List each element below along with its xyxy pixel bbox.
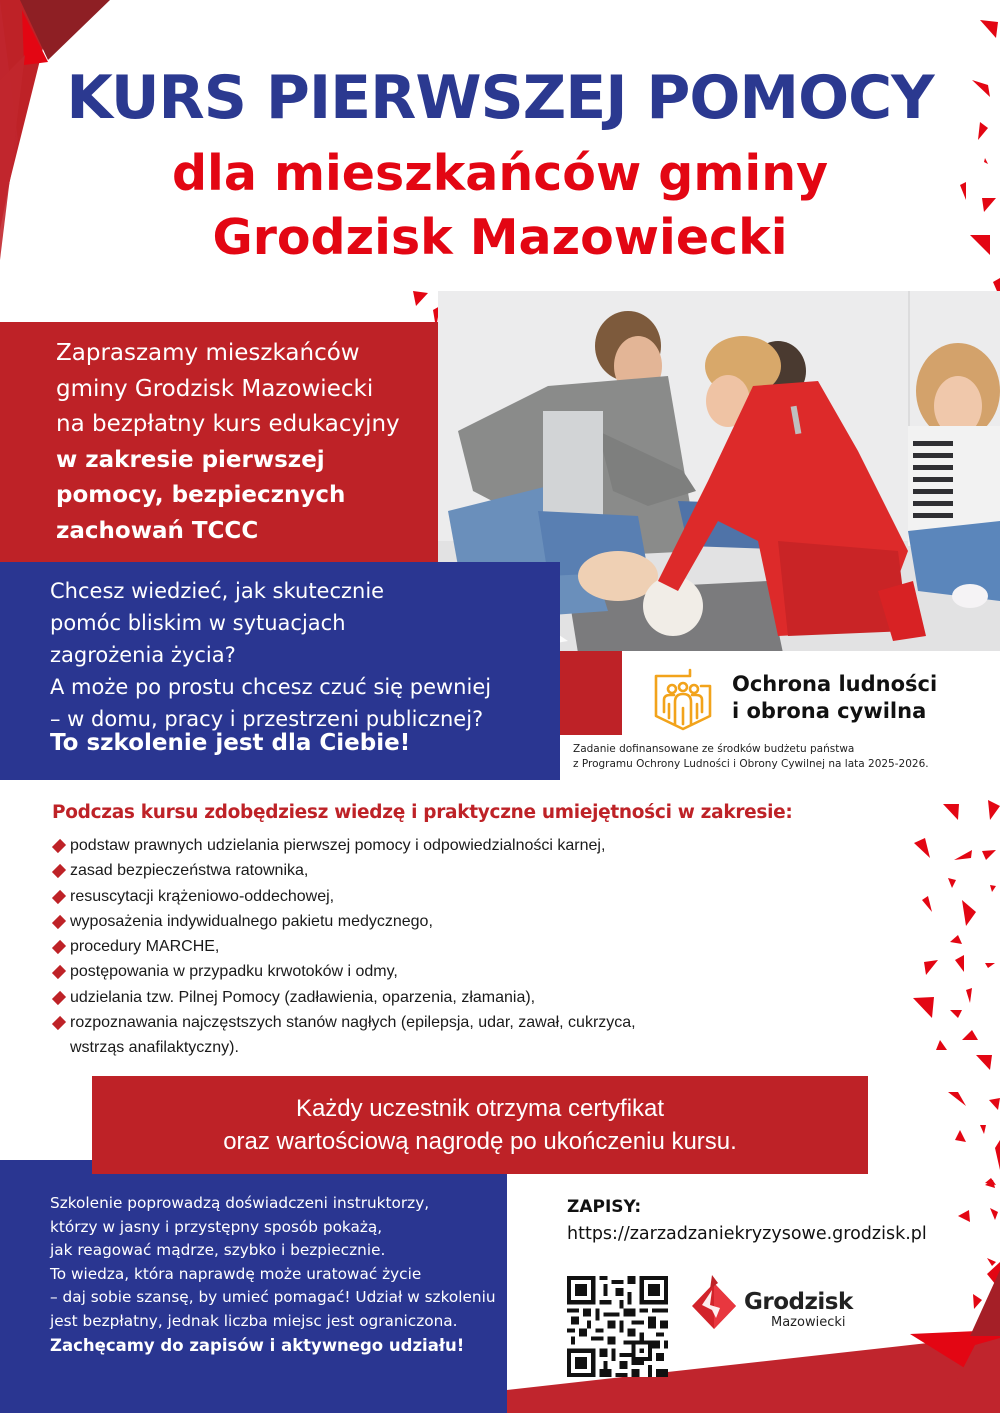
intro-line: na bezpłatny kurs edukacyjny xyxy=(56,411,400,437)
list-item-text: wstrząs anafilaktyczny). xyxy=(70,1039,239,1057)
intro-bold-line: w zakresie pierwszej xyxy=(56,446,325,473)
diamond-bullet-icon xyxy=(52,915,66,929)
question-line: pomóc bliskim w sytuacjach xyxy=(50,611,346,635)
certificate-line-2: oraz wartościową nagrodę po ukończeniu kursu. xyxy=(223,1128,737,1155)
intro-line: gminy Grodzisk Mazowiecki xyxy=(56,375,374,402)
funding-note xyxy=(573,742,929,772)
closing-cta: Zachęcamy do zapisów i aktywnego udziału! xyxy=(50,1336,465,1355)
intro-bold-line: pomocy, bezpiecznych xyxy=(56,482,346,508)
diamond-bullet-icon xyxy=(52,864,66,878)
list-item xyxy=(52,833,852,858)
closing-line: jak reagować mądrze, szybko i bezpiecznie. xyxy=(50,1241,386,1259)
list-item-continuation xyxy=(52,1035,852,1060)
certificate-banner xyxy=(92,1076,868,1174)
list-item xyxy=(52,985,852,1010)
diamond-bullet-icon xyxy=(52,839,66,853)
list-item-text: rozpoznawania najczęstszych stanów nagłych (epilepsja, udar, zawał, cukrzyca, xyxy=(70,1014,636,1032)
intro-line: Zapraszamy mieszkańców xyxy=(56,340,360,366)
intro-bold-line: zachowań TCCC xyxy=(56,517,259,544)
list-item xyxy=(52,884,852,909)
list-item-text: procedury MARCHE, xyxy=(70,938,220,956)
list-item-text: postępowania w przypadku krwotoków i odmy, xyxy=(70,963,398,981)
diamond-bullet-icon xyxy=(52,965,66,979)
people-shield-icon xyxy=(648,666,718,732)
list-item-text: wyposażenia indywidualnego pakietu medycznego, xyxy=(70,912,433,930)
skills-list xyxy=(52,833,852,1061)
closing-text xyxy=(50,1192,496,1358)
certificate-line-1: Każdy uczestnik otrzyma certyfikat xyxy=(295,1095,665,1122)
page-subtitle xyxy=(0,142,1000,270)
closing-line: Szkolenie poprowadzą doświadczeni instruktorzy, xyxy=(50,1194,430,1212)
list-item xyxy=(52,1010,852,1035)
diamond-bullet-icon xyxy=(52,890,66,904)
list-item-text: resuscytacji krążeniowo-oddechowej, xyxy=(70,887,335,905)
diamond-bullet-icon xyxy=(52,991,66,1005)
list-item-text: zasad bezpieczeństwa ratownika, xyxy=(70,862,309,880)
closing-line: którzy w jasny i przystępny sposób pokażą, xyxy=(50,1217,383,1236)
red-accent-block xyxy=(560,651,622,735)
ochrona-title-line-2: i obrona cywilna xyxy=(732,699,927,723)
question-cta: To szkolenie jest dla Ciebie! xyxy=(50,730,411,756)
closing-line: – daj sobie szansę, by umieć pomagać! Udział w szkoleniu xyxy=(50,1288,496,1306)
question-line: zagrożenia życia? xyxy=(50,643,236,667)
question-line: – w domu, pracy i przestrzeni publicznej? xyxy=(50,707,484,731)
list-item xyxy=(52,858,852,883)
subtitle-line-1: dla mieszkańców gminy xyxy=(171,145,829,202)
closing-line: To wiedza, która naprawdę może uratować życie xyxy=(50,1264,422,1283)
question-line: Chcesz wiedzieć, jak skutecznie xyxy=(50,579,385,603)
closing-line: jest bezpłatny, jednak liczba miejsc jest ograniczona. xyxy=(50,1311,458,1330)
diamond-bullet-icon xyxy=(52,1016,66,1030)
page-title: KURS PIERWSZEJ POMOCY xyxy=(66,63,934,133)
list-item xyxy=(52,959,852,984)
funding-line-2: z Programu Ochrony Ludności i Obrony Cywilnej na lata 2025-2026. xyxy=(573,758,929,770)
diamond-bullet-icon xyxy=(52,940,66,954)
grodzisk-logo-icon xyxy=(688,1275,740,1335)
signup-link[interactable]: https://zarzadzaniekryzysowe.grodzisk.pl xyxy=(567,1224,927,1244)
list-item-text: podstaw prawnych udzielania pierwszej pomocy i odpowiedzialności karnej, xyxy=(70,837,606,854)
question-line: A może po prostu chcesz czuć się pewniej xyxy=(50,675,492,699)
funding-line-1: Zadanie dofinansowane ze środków budżetu państwa xyxy=(573,743,855,755)
skills-heading: Podczas kursu zdobędziesz wiedzę i praktyczne umiejętności w zakresie: xyxy=(52,802,793,823)
intro-text xyxy=(56,336,436,549)
subtitle-line-2: Grodzisk Mazowiecki xyxy=(212,209,788,266)
brand-subname: Mazowiecki xyxy=(771,1315,846,1330)
list-item-text: udzielania tzw. Pilnej Pomocy (zadławienia, oparzenia, złamania), xyxy=(70,988,536,1006)
signup-label: ZAPISY: xyxy=(567,1197,642,1217)
qr-code-icon[interactable] xyxy=(567,1276,668,1377)
question-text xyxy=(50,575,560,735)
ochrona-logo-text xyxy=(732,671,937,725)
ochrona-title-line-1: Ochrona ludności xyxy=(732,672,938,696)
list-item xyxy=(52,909,852,934)
list-item xyxy=(52,934,852,959)
brand-name: Grodzisk xyxy=(744,1289,853,1315)
